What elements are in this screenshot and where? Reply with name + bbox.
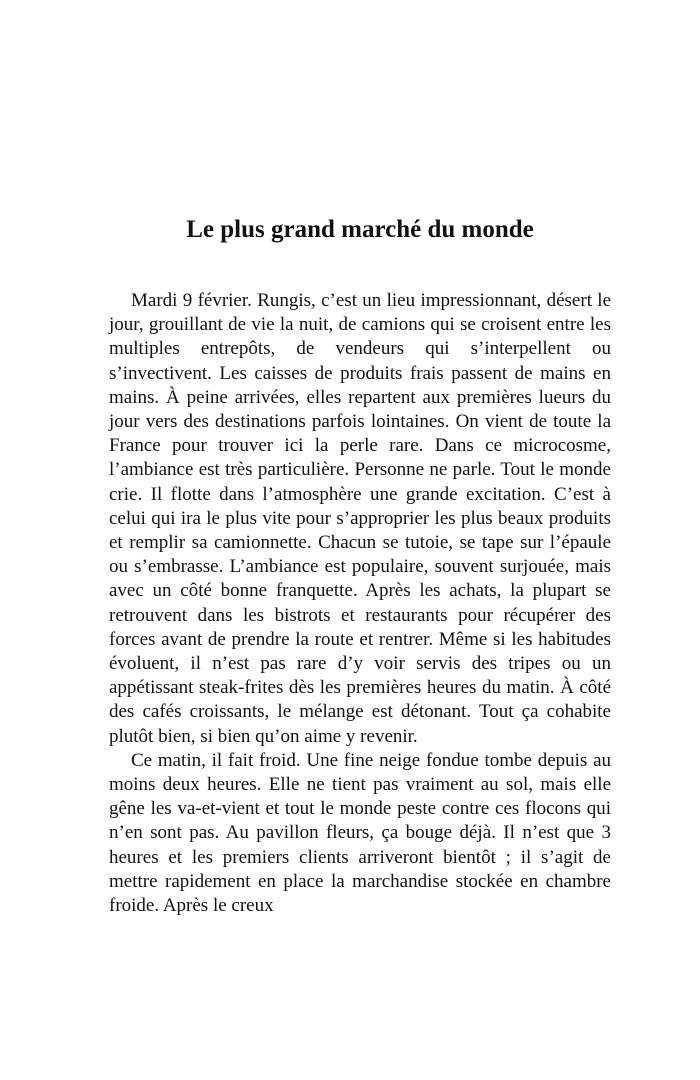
paragraph-1: Mardi 9 février. Rungis, c’est un lieu impressionnant, désert le jour, grouillant de vie la nuit, de camions qui se croisent entre les multiples entrepôts, de vendeurs qui s’interpellent ou s’invectivent. Les caisses de produits frais passent de mains en mains. À peine arrivées, elles repartent aux premières lueurs du jour vers des destinations parfois lointaines. On vient de toute la France pour trouver ici la perle rare. Dans ce microcosme, l’ambiance est très particulière. Personne ne parle. Tout le monde crie. Il flotte dans l’atmosphère une grande excitation. C’est à celui qui ira le plus vite pour s’approprier les plus beaux produits et remplir sa camionnette. Chacun se tutoie, se tape sur l’épaule ou s’embrasse. L’ambiance est populaire, souvent surjouée, mais avec un côté bonne franquette. Après les achats, la plupart se retrouvent dans les bistrots et restaurants pour récupérer des forces avant de prendre la route et rentrer. Même si les habitudes évoluent, il n’est pas rare d’y voir servis des tripes ou un appétissant steak-frites dès les premières heures du matin. À côté des cafés croissants, le mélange est détonant. Tout ça cohabite plutôt bien, si bien qu’on aime y revenir.: [109, 290, 611, 747]
paragraph-2: Ce matin, il fait froid. Une fine neige fondue tombe depuis au moins deux heures. Elle ne tient pas vraiment au sol, mais elle gêne les va-et-vient et tout le monde peste contre ces flocons qui n’en sont pas. Au pavillon fleurs, ça bouge déjà. Il n’est que 3 heures et les premiers clients arriveront bientôt ; il s’agit de mettre rapidement en place la marchandise stockée en chambre froide. Après le creux: [109, 749, 611, 917]
chapter-body: [109, 289, 611, 918]
chapter-title: Le plus grand marché du monde: [186, 216, 534, 243]
